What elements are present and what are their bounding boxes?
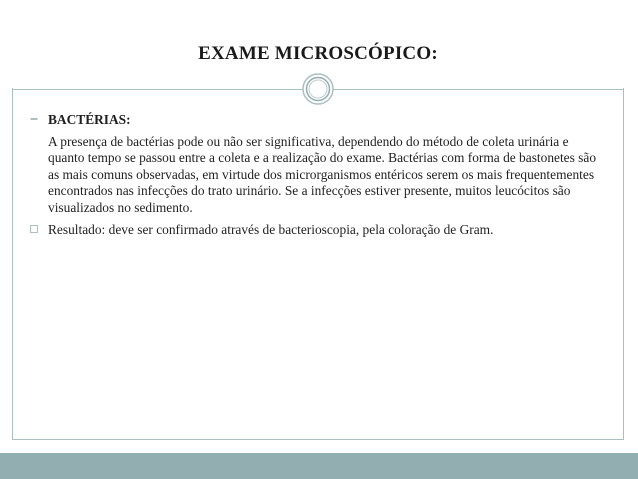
slide-title: EXAME MICROSCÓPICO: xyxy=(198,43,438,64)
square-bullet-icon xyxy=(30,225,38,233)
circle-ornament-icon xyxy=(302,73,334,105)
square-bullet-icon xyxy=(30,115,38,123)
bullet-text: Resultado: deve ser confirmado através de bacterioscopia, pela coloração de Gram. xyxy=(48,221,494,237)
slide-content xyxy=(30,112,602,238)
bottom-bar xyxy=(0,453,638,479)
bullet-bacterias xyxy=(30,112,602,217)
body-paragraph: A presença de bactérias pode ou não ser significativa, dependendo do método de coleta urinária e quanto tempo se passou entre a coleta e a realização do exame. Bactérias com forma de bastonetes são as mais comuns observadas, em virtude dos microrganismos entéricos serem os mais frequentementes encontrados nas infecções do trato urinário. Se a infecções estiver presente, muitos leucócitos são visualizados no sedimento. xyxy=(48,133,597,215)
bullet-heading: BACTÉRIAS: xyxy=(48,112,131,127)
bullet-resultado xyxy=(30,222,602,239)
